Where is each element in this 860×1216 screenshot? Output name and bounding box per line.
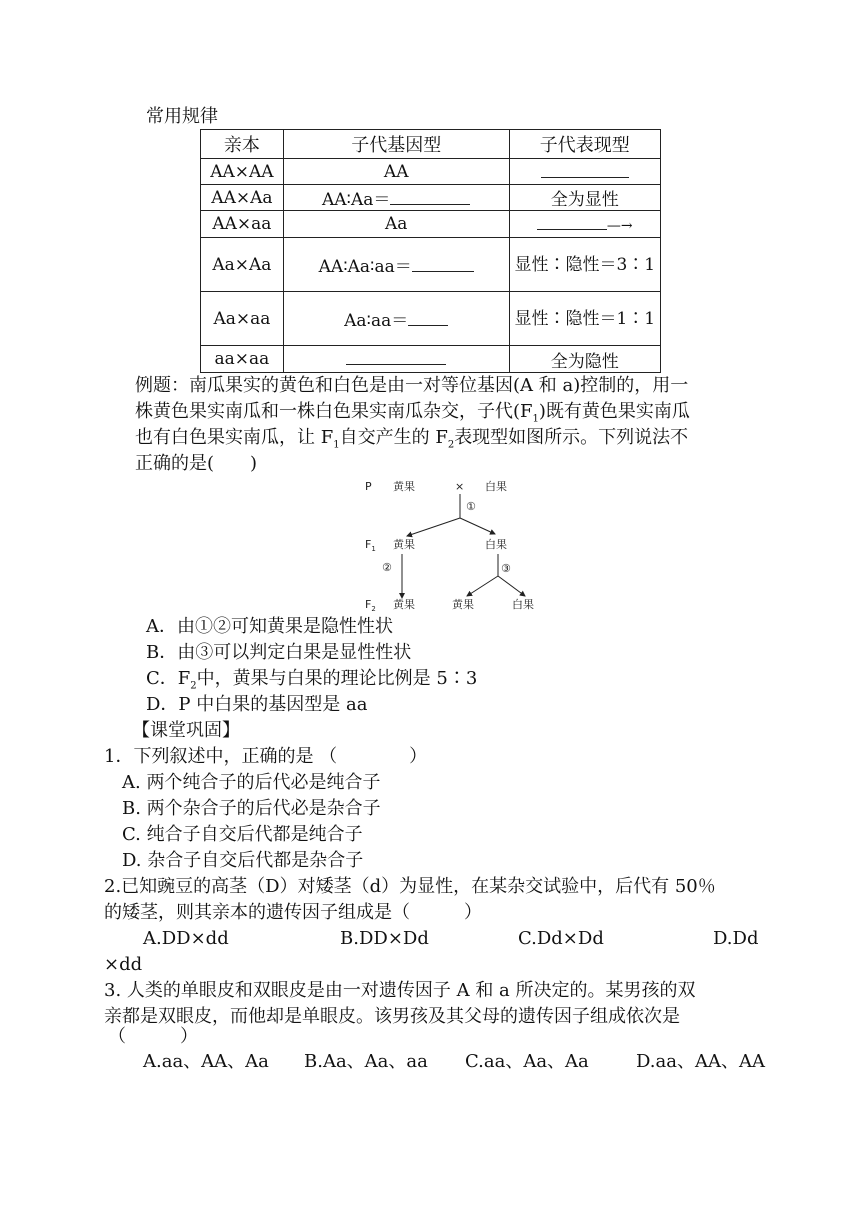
cell-parent: AA×AA: [201, 159, 284, 185]
q1-option-b: B. 两个杂合子的后代必是杂合子: [122, 798, 381, 819]
q2-option-d-continued: ×dd: [104, 954, 143, 975]
cell-genotype: [283, 292, 509, 346]
cell-parent: Aa×Aa: [201, 238, 284, 292]
header-genotype: 子代基因型: [283, 130, 509, 159]
q2-option-c: C.Dd×Dd: [518, 928, 604, 949]
cell-phenotype: 显性∶隐性＝3∶1: [509, 238, 660, 292]
example-line-4: 正确的是( ): [135, 453, 258, 474]
q3-option-c: C.aa、Aa、Aa: [465, 1051, 589, 1072]
label-f2-yellow-right: 黄果: [452, 598, 474, 611]
cell-parent: aa×aa: [201, 346, 284, 373]
table-row: [201, 185, 661, 211]
q3-line-3: （ ）: [108, 1026, 198, 1047]
f2-letter: F: [365, 598, 372, 611]
example-line-1: 例题：南瓜果实的黄色和白色是由一对等位基因(A 和 a)控制的，用一: [135, 375, 689, 396]
answer-blank: [390, 188, 470, 205]
label-f2-yellow-left: 黄果: [393, 598, 415, 611]
cell-phenotype: [509, 211, 660, 238]
text-run: C．F: [146, 668, 191, 689]
label-f2-white: 白果: [512, 598, 534, 611]
q2-option-b: B.DD×Dd: [340, 928, 429, 949]
arrow-suffix: —→: [606, 218, 633, 234]
cell-phenotype: [509, 159, 660, 185]
subscript: 1: [333, 439, 340, 451]
label-p: P: [365, 480, 372, 493]
table-row: [201, 292, 661, 346]
answer-blank: [412, 255, 474, 272]
cell-genotype: Aa: [283, 211, 509, 238]
table-row: [201, 211, 661, 238]
table-row: [201, 238, 661, 292]
step-2-label: ②: [382, 561, 392, 574]
section-title: 【课堂巩固】: [132, 720, 240, 741]
answer-blank: [541, 161, 629, 178]
cell-phenotype: 显性∶隐性＝1∶1: [509, 292, 660, 346]
step-3-label: ③: [501, 562, 511, 575]
text-run: 中，黄果与白果的理论比例是 5∶3: [196, 668, 478, 689]
q2-option-a: A.DD×dd: [143, 928, 229, 949]
subscript: 2: [447, 439, 455, 451]
q3-option-a: A.aa、AA、Aa: [143, 1051, 269, 1072]
q1-option-d: D. 杂合子自交后代都是杂合子: [122, 850, 364, 871]
subscript: 1: [532, 413, 539, 425]
genetics-rules-table: [200, 129, 661, 373]
text-run: )既有黄色果实南瓜: [538, 401, 690, 422]
cell-genotype: [283, 238, 509, 292]
q3-line-2: 亲都是双眼皮，而他却是单眼皮。该男孩及其父母的遗传因子组成依次是: [104, 1006, 680, 1027]
cell-parent: AA×Aa: [201, 185, 284, 211]
q3-line-1: 3. 人类的单眼皮和双眼皮是由一对遗传因子 A 和 a 所决定的。某男孩的双: [104, 980, 696, 1001]
q2-line-1: 2.已知豌豆的高茎（D）对矮茎（d）为显性，在某杂交试验中，后代有 50％: [104, 876, 716, 897]
header-parent: 亲本: [201, 130, 284, 159]
genotype-text: Aa∶aa＝: [344, 311, 409, 331]
step-1-label: ①: [466, 500, 476, 513]
table-header-row: [201, 130, 661, 159]
cell-genotype: [283, 185, 509, 211]
text-run: 表现型如图所示。下列说法不: [454, 427, 689, 448]
arrow-to-f1-yellow: [407, 518, 460, 536]
text-run: 株黄色果实南瓜和一株白色果实南瓜杂交，子代(F: [135, 401, 533, 422]
f1-subscript: 1: [371, 545, 376, 553]
option-b: B．由③可以判定白果是显性性状: [146, 642, 412, 663]
q1-stem: 1．下列叙述中，正确的是 （ ）: [104, 746, 428, 767]
answer-blank: [346, 348, 446, 365]
arrow-to-f2-yellow: [467, 576, 498, 596]
label-cross: ×: [455, 480, 465, 493]
option-a: A．由①②可知黄果是隐性性状: [146, 616, 393, 637]
label-p-yellow: 黄果: [393, 480, 415, 493]
header-phenotype: 子代表现型: [509, 130, 660, 159]
pedigree-figure: [355, 476, 555, 616]
genotype-text: AA∶Aa∶aa＝: [318, 257, 412, 277]
option-d: D．P 中白果的基因型是 aa: [146, 694, 368, 715]
q1-option-a: A. 两个纯合子的后代必是纯合子: [122, 772, 381, 793]
cell-phenotype: 全为隐性: [509, 346, 660, 373]
arrow-to-f1-white: [460, 518, 495, 534]
text-run: 也有白色果实南瓜，让 F: [135, 427, 334, 448]
q2-line-2: 的矮茎，则其亲本的遗传因子组成是（ ）: [104, 902, 482, 923]
label-f1: [365, 538, 376, 553]
q3-option-b: B.Aa、Aa、aa: [304, 1051, 428, 1072]
cell-parent: AA×aa: [201, 211, 284, 238]
label-f2: [365, 598, 376, 613]
cell-genotype: [283, 346, 509, 373]
f2-subscript: 2: [371, 605, 376, 613]
label-f1-white: 白果: [485, 538, 507, 551]
subscript: 2: [190, 680, 197, 692]
cell-genotype: AA: [283, 159, 509, 185]
f1-letter: F: [365, 538, 372, 551]
q3-option-d: D.aa、AA、AA: [636, 1051, 765, 1072]
q1-option-c: C. 纯合子自交后代都是纯合子: [122, 824, 363, 845]
cell-phenotype: 全为显性: [509, 185, 660, 211]
arrow-to-f2-white: [498, 576, 525, 596]
table-row: [201, 346, 661, 373]
answer-blank: [408, 309, 448, 326]
section-heading: 常用规律: [146, 106, 218, 127]
label-p-white: 白果: [485, 480, 507, 493]
label-f1-yellow: 黄果: [393, 538, 415, 551]
q2-option-d: D.Dd: [713, 928, 759, 949]
answer-blank: [537, 213, 607, 230]
genotype-text: AA∶Aa＝: [322, 190, 391, 210]
cell-parent: Aa×aa: [201, 292, 284, 346]
text-run: 自交产生的 F: [339, 427, 448, 448]
table-row: [201, 159, 661, 185]
